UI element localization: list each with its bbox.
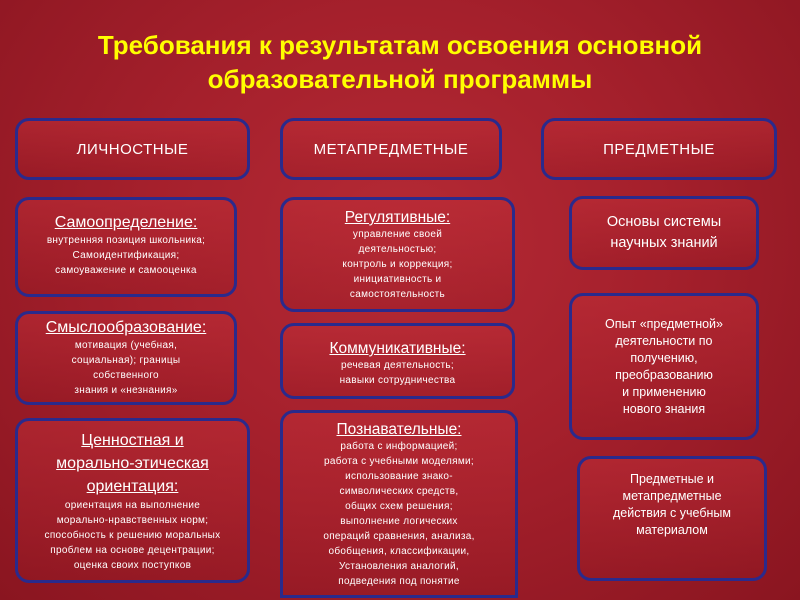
meta-box-3-line: подведения под понятие bbox=[338, 576, 460, 587]
meta-box-1-line: самостоятельность bbox=[349, 289, 446, 300]
personal-box-1-line: самоуважение и самооценка bbox=[55, 265, 197, 276]
subject-box-2-line: и применению bbox=[622, 385, 706, 399]
meta-box-regulatory bbox=[280, 197, 515, 312]
meta-box-3-line: Установления аналогий, bbox=[339, 561, 459, 572]
personal-box-3-line: проблем на основе децентрации; bbox=[50, 545, 215, 556]
meta-box-1-line: контроль и коррекция; bbox=[342, 259, 453, 270]
meta-box-2-heading: Коммуникативные: bbox=[329, 340, 466, 357]
header-subject bbox=[541, 118, 777, 180]
header-subject-label: ПРЕДМЕТНЫЕ bbox=[603, 140, 715, 158]
meta-box-3-heading: Познавательные: bbox=[336, 421, 462, 438]
personal-box-1-line: Самоидентификация; bbox=[72, 250, 180, 261]
meta-box-3-line: использование знако- bbox=[345, 471, 453, 482]
meta-box-cognitive bbox=[280, 410, 518, 598]
subject-box-3-line: Предметные и bbox=[629, 472, 715, 486]
subject-box-3-line: действия с учебным bbox=[612, 506, 731, 520]
header-personal-label: ЛИЧНОСТНЫЕ bbox=[76, 140, 189, 158]
header-metasubject-label: МЕТАПРЕДМЕТНЫЕ bbox=[313, 140, 469, 158]
personal-box-2-line: социальная); границы bbox=[71, 355, 181, 366]
personal-box-3-heading: ориентация: bbox=[86, 478, 179, 495]
personal-box-1-line: внутренняя позиция школьника; bbox=[46, 235, 206, 246]
header-personal bbox=[15, 118, 250, 180]
slide-title bbox=[20, 28, 780, 96]
subject-box-3-line: материалом bbox=[636, 523, 708, 537]
meta-box-2-line: навыки сотрудничества bbox=[339, 375, 456, 386]
subject-box-2-line: Опыт «предметной» bbox=[605, 317, 723, 331]
subject-box-3-line: метапредметные bbox=[622, 489, 722, 503]
personal-box-value-orientation bbox=[15, 418, 250, 583]
meta-box-3-line: символических средств, bbox=[339, 486, 459, 497]
meta-box-1-heading: Регулятивные: bbox=[344, 209, 451, 226]
meta-box-3-line: работа с учебными моделями; bbox=[324, 456, 474, 467]
subject-box-2-line: получению, bbox=[630, 351, 698, 365]
personal-box-2-line: мотивация (учебная, bbox=[74, 340, 178, 351]
personal-box-3-line: ориентация на выполнение bbox=[64, 500, 201, 511]
subject-box-1-line: научных знаний bbox=[610, 235, 718, 251]
personal-box-meaning-formation bbox=[15, 311, 237, 405]
meta-box-communicative bbox=[280, 323, 515, 399]
subject-box-learning-actions bbox=[577, 456, 767, 581]
meta-box-3-line: общих схем решения; bbox=[345, 501, 453, 512]
subject-box-2-line: нового знания bbox=[622, 402, 706, 416]
personal-box-2-heading: Смыслообразование: bbox=[45, 319, 207, 336]
title-line-2: образовательной программы bbox=[207, 64, 593, 94]
meta-box-1-line: инициативность и bbox=[353, 274, 442, 285]
meta-box-3-line: обобщения, классификации, bbox=[328, 546, 470, 557]
personal-box-3-heading: морально-этическая bbox=[56, 455, 209, 472]
meta-box-3-line: выполнение логических bbox=[340, 516, 458, 527]
subject-box-2-line: преобразованию bbox=[615, 368, 713, 382]
subject-box-2-line: деятельности по bbox=[615, 334, 713, 348]
meta-box-1-line: деятельностью; bbox=[358, 244, 437, 255]
meta-box-1-line: управление своей bbox=[352, 229, 443, 240]
personal-box-3-line: способность к решению моральных bbox=[44, 530, 221, 541]
personal-box-3-line: оценка своих поступков bbox=[73, 560, 192, 571]
meta-box-2-line: речевая деятельность; bbox=[340, 360, 455, 371]
personal-box-1-heading: Самоопределение: bbox=[54, 214, 198, 231]
meta-box-3-line: операций сравнения, анализа, bbox=[323, 531, 475, 542]
personal-box-3-heading: Ценностная и bbox=[81, 432, 184, 449]
personal-box-self-determination bbox=[15, 197, 237, 297]
personal-box-2-line: собственного bbox=[93, 370, 159, 381]
personal-box-2-line: знания и «незнания» bbox=[74, 385, 178, 396]
subject-box-science-basics bbox=[569, 196, 759, 270]
title-line-1: Требования к результатам освоения основной bbox=[97, 30, 703, 60]
meta-box-3-line: работа с информацией; bbox=[340, 441, 458, 452]
subject-box-1-line: Основы системы bbox=[606, 214, 722, 230]
header-metasubject bbox=[280, 118, 502, 180]
subject-box-activity-experience bbox=[569, 293, 759, 440]
personal-box-3-line: морально-нравственных норм; bbox=[56, 515, 209, 526]
